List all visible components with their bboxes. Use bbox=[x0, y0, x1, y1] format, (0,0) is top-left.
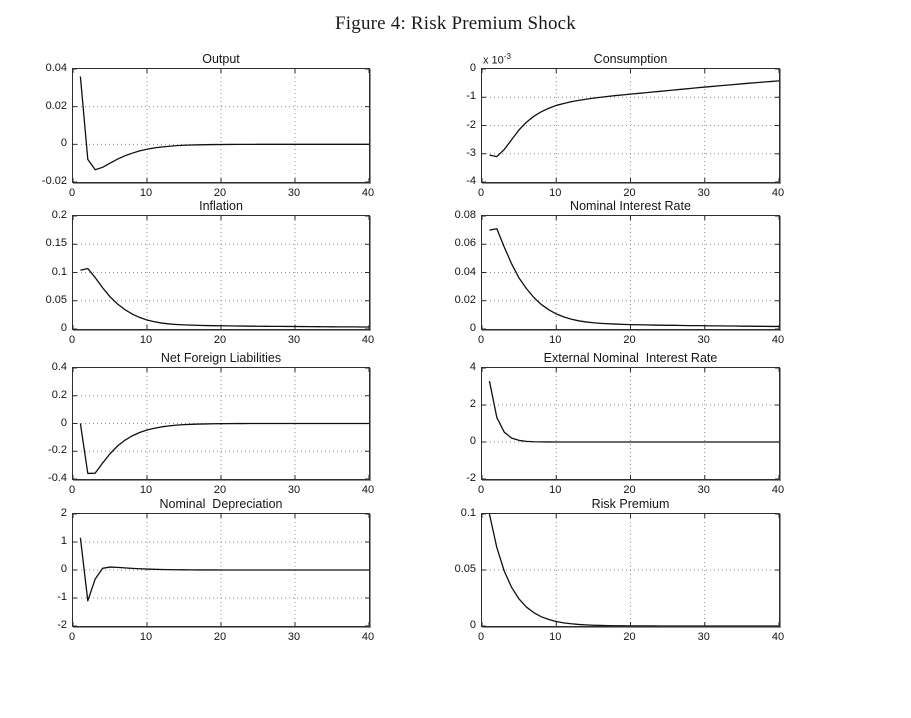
y-tick-label: -2 bbox=[57, 619, 67, 631]
x-tick-label: 0 bbox=[477, 631, 485, 643]
x-tick-label: 0 bbox=[477, 334, 485, 346]
plot-canvas bbox=[482, 216, 779, 329]
subplot-title: Output bbox=[202, 52, 240, 66]
plot-canvas bbox=[482, 69, 779, 182]
x-tick-label: 0 bbox=[68, 484, 76, 496]
impulse-response-curve bbox=[489, 381, 779, 442]
plot-area bbox=[72, 215, 370, 330]
x-axis-labels bbox=[477, 480, 785, 498]
y-tick-label: 0.08 bbox=[454, 209, 476, 221]
y-tick-label: 4 bbox=[469, 361, 476, 373]
plot-canvas bbox=[73, 216, 369, 329]
x-tick-label: 30 bbox=[287, 484, 301, 496]
subplot-nominal-depreciation bbox=[57, 497, 375, 643]
plot-area bbox=[72, 367, 370, 480]
x-tick-label: 20 bbox=[623, 484, 636, 496]
plot-canvas bbox=[482, 514, 779, 626]
y-tick-label: 0.04 bbox=[454, 265, 476, 278]
x-tick-label: 40 bbox=[771, 484, 785, 496]
x-tick-label: 10 bbox=[139, 484, 153, 496]
x-tick-label: 10 bbox=[549, 334, 562, 346]
y-tick-label: -2 bbox=[466, 118, 476, 131]
x-axis-labels bbox=[477, 330, 785, 348]
x-axis-labels bbox=[68, 627, 375, 645]
subplot-title: Nominal Interest Rate bbox=[570, 199, 691, 213]
subplot-inflation bbox=[45, 199, 375, 346]
y-tick-label: 0.1 bbox=[460, 507, 476, 519]
y-axis-labels bbox=[435, 209, 481, 334]
x-tick-label: 30 bbox=[287, 334, 301, 346]
subplot-title: Nominal Depreciation bbox=[159, 497, 283, 511]
y-tick-label: 0 bbox=[469, 435, 476, 447]
impulse-response-curve bbox=[80, 424, 369, 474]
x-tick-label: 30 bbox=[697, 187, 710, 199]
y-tick-label: 0 bbox=[60, 322, 67, 334]
impulse-response-curve bbox=[80, 538, 369, 601]
x-tick-label: 40 bbox=[361, 484, 375, 496]
y-tick-label: -2 bbox=[466, 472, 476, 484]
subplot-title: Inflation bbox=[199, 199, 243, 213]
subplot-title: External Nominal Interest Rate bbox=[543, 351, 718, 365]
subplot-output bbox=[41, 52, 375, 199]
y-axis-labels bbox=[435, 361, 481, 484]
y-tick-label: 1 bbox=[60, 535, 67, 547]
subplot-risk-premium bbox=[454, 497, 785, 643]
y-axis-labels bbox=[26, 209, 72, 334]
plot-area bbox=[481, 215, 780, 330]
y-tick-label: 0 bbox=[469, 322, 476, 334]
plot-area bbox=[481, 513, 780, 627]
plot-area bbox=[72, 68, 370, 183]
x-tick-label: 30 bbox=[697, 484, 710, 496]
impulse-response-curve bbox=[80, 269, 369, 327]
y-axis-labels bbox=[26, 361, 72, 484]
y-axis-labels bbox=[435, 62, 481, 187]
x-tick-label: 10 bbox=[549, 187, 562, 199]
y-tick-label: -0.2 bbox=[48, 444, 67, 457]
impulse-response-curve bbox=[489, 229, 779, 327]
y-tick-label: -4 bbox=[466, 175, 476, 187]
plot-area bbox=[481, 68, 780, 183]
y-tick-label: 0.02 bbox=[45, 99, 67, 112]
y-axis-labels bbox=[435, 507, 481, 631]
x-tick-label: 0 bbox=[68, 631, 76, 643]
y-axis-labels bbox=[26, 507, 72, 631]
x-tick-label: 20 bbox=[623, 631, 636, 643]
y-tick-label: 0.1 bbox=[51, 265, 67, 278]
x-tick-label: 0 bbox=[68, 187, 76, 199]
y-tick-label: -1 bbox=[57, 591, 67, 603]
plot-canvas bbox=[482, 368, 779, 479]
y-tick-label: 0.04 bbox=[45, 62, 67, 74]
y-axis-multiplier-label: x $10^{-3}$ bbox=[483, 52, 511, 67]
y-tick-label: 2 bbox=[469, 398, 476, 410]
y-tick-label: 0.2 bbox=[51, 209, 67, 221]
y-tick-label: 0.02 bbox=[454, 293, 476, 306]
y-tick-label: 0 bbox=[60, 137, 67, 150]
x-tick-label: 10 bbox=[549, 484, 562, 496]
y-tick-label: 0.2 bbox=[51, 388, 67, 401]
subplot-title: Consumption bbox=[593, 52, 668, 66]
subplot-consumption bbox=[466, 52, 785, 199]
x-tick-label: 40 bbox=[361, 631, 375, 643]
y-tick-label: 0 bbox=[469, 619, 476, 631]
subplot-title: Risk Premium bbox=[591, 497, 670, 511]
x-tick-label: 20 bbox=[213, 334, 227, 346]
y-tick-label: 0.05 bbox=[45, 293, 67, 306]
x-tick-label: 40 bbox=[771, 631, 785, 643]
x-tick-label: 40 bbox=[771, 187, 785, 199]
y-tick-label: 0.15 bbox=[45, 237, 67, 250]
y-tick-label: -1 bbox=[466, 90, 476, 103]
y-tick-label: 0 bbox=[60, 416, 67, 429]
x-tick-label: 40 bbox=[361, 334, 375, 346]
y-tick-label: -3 bbox=[466, 146, 476, 159]
x-tick-label: 30 bbox=[287, 631, 301, 643]
x-tick-label: 30 bbox=[697, 631, 710, 643]
x-tick-label: 20 bbox=[213, 187, 227, 199]
y-tick-label: 0 bbox=[60, 563, 67, 575]
subplot-external-nominal-interest-rate bbox=[466, 351, 785, 496]
x-tick-label: 20 bbox=[623, 334, 636, 346]
plot-canvas bbox=[73, 69, 369, 182]
impulse-response-curve bbox=[489, 81, 779, 157]
impulse-response-curve bbox=[80, 77, 369, 170]
figure-title: Figure 4: Risk Premium Shock bbox=[335, 13, 576, 34]
x-tick-label: 10 bbox=[549, 631, 562, 643]
y-axis-labels bbox=[26, 62, 72, 187]
x-tick-label: 30 bbox=[697, 334, 710, 346]
y-tick-label: 2 bbox=[60, 507, 67, 519]
x-tick-label: 20 bbox=[623, 187, 636, 199]
y-tick-label: -0.4 bbox=[48, 472, 67, 484]
x-tick-label: 10 bbox=[139, 631, 153, 643]
x-axis-labels bbox=[68, 330, 375, 348]
y-tick-label: 0.05 bbox=[454, 563, 476, 575]
y-tick-label: 0 bbox=[469, 62, 476, 74]
plot-canvas bbox=[73, 514, 369, 626]
plot-canvas bbox=[73, 368, 369, 479]
x-tick-label: 20 bbox=[213, 631, 227, 643]
y-tick-label: -0.02 bbox=[41, 175, 67, 187]
x-tick-label: 10 bbox=[139, 334, 153, 346]
y-tick-label: 0.06 bbox=[454, 237, 476, 250]
y-tick-label: 0.4 bbox=[51, 361, 67, 373]
x-tick-label: 20 bbox=[213, 484, 227, 496]
subplot-nominal-interest-rate bbox=[454, 199, 785, 346]
subplot-title: Net Foreign Liabilities bbox=[160, 351, 282, 365]
x-tick-label: 30 bbox=[287, 187, 301, 199]
plot-area bbox=[72, 513, 370, 627]
x-tick-label: 0 bbox=[477, 187, 485, 199]
subplot-net-foreign-liabilities bbox=[48, 351, 375, 496]
x-tick-label: 0 bbox=[477, 484, 485, 496]
plot-area bbox=[481, 367, 780, 480]
x-axis-labels bbox=[477, 627, 785, 645]
x-tick-label: 40 bbox=[771, 334, 785, 346]
x-axis-labels bbox=[68, 480, 375, 498]
x-tick-label: 10 bbox=[139, 187, 153, 199]
x-tick-label: 40 bbox=[361, 187, 375, 199]
x-tick-label: 0 bbox=[68, 334, 76, 346]
